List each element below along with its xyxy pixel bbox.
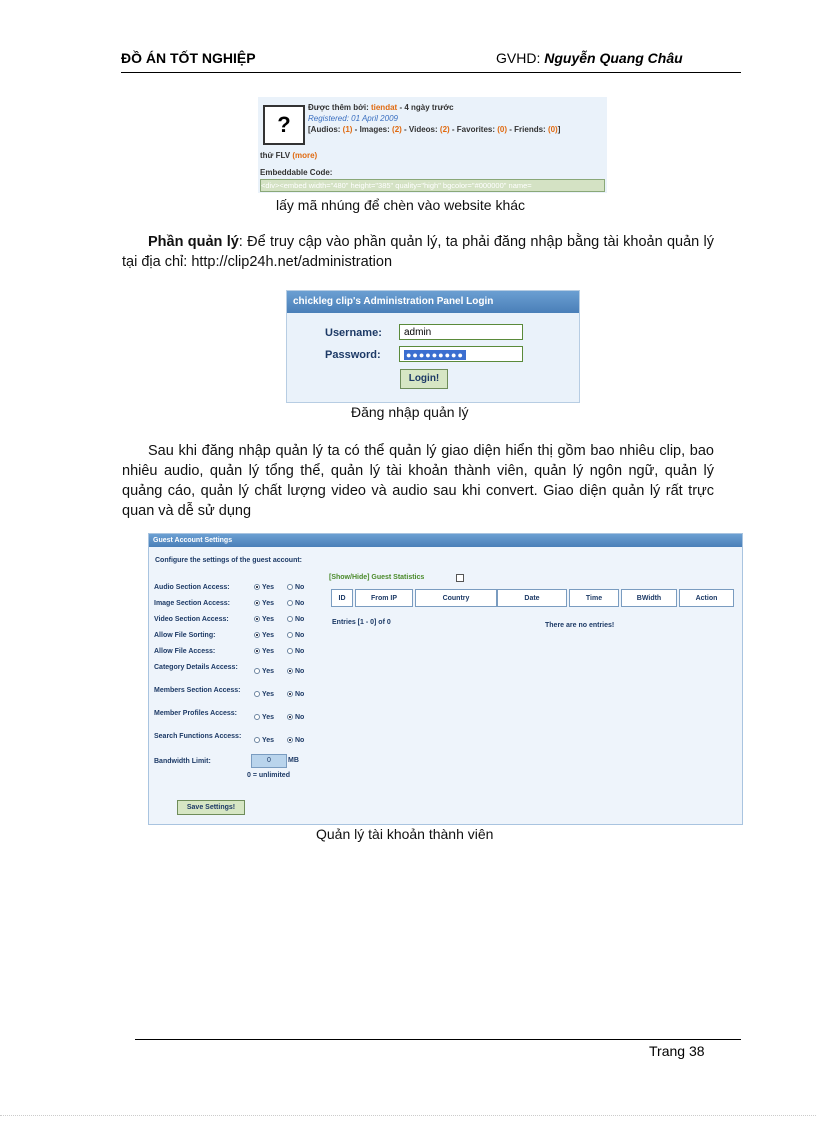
figure1-caption: lấy mã nhúng để chèn vào website khác [276,197,526,213]
bandwidth-label: Bandwidth Limit: [154,758,211,765]
figure-embed-code [258,97,607,193]
save-settings-button[interactable]: Save Settings! [177,800,245,815]
footer-divider [135,1039,741,1040]
paragraph-admin-intro: Phần quản lý: Để truy cập vào phần quản lý, ta phải đăng nhập bằng tài khoản quản lý tại địa chỉ: http://clip24h.net/administration [122,234,714,270]
radio-icon[interactable] [287,737,293,743]
paragraph-admin-features: Sau khi đăng nhập quản lý ta có thể quản lý giao diện hiển thị gồm bao nhiêu clip, bao nhiêu audio, quản lý tổng thể, quản lý tài khoản thành viên, quản lý ngôn ngữ, quản lý quảng cáo, quản lý chất lượng video và audio sau khi convert. Giao diện quản lý rất trực quan và dễ sử dụng [122,443,714,519]
radio-icon[interactable] [287,600,293,606]
setting-radio-yes[interactable]: Yes [254,616,274,623]
header-advisor [496,50,683,66]
setting-radio-yes[interactable]: Yes [254,691,274,698]
setting-radio-no[interactable]: No [287,584,304,591]
setting-radio-yes[interactable]: Yes [254,668,274,675]
setting-radio-yes[interactable]: Yes [254,737,274,744]
radio-icon[interactable] [254,600,260,606]
embed-code-field[interactable]: <div><embed width="480" height="385" quality="high" bgcolor="#000000" name= [260,179,605,192]
setting-radio-yes[interactable]: Yes [254,584,274,591]
column-header: Date [497,589,567,607]
radio-icon[interactable] [254,648,260,654]
setting-label: Search Functions Access: [154,733,242,740]
radio-icon[interactable] [287,632,293,638]
page-number: Trang 38 [649,1043,705,1059]
page-bottom-edge [0,1115,816,1116]
setting-label: Allow File Access: [154,648,216,655]
radio-icon[interactable] [287,668,293,674]
login-panel-title: chickleg clip's Administration Panel Login [287,291,579,313]
column-header: Time [569,589,619,607]
setting-label: Video Section Access: [154,616,229,623]
radio-icon[interactable] [254,584,260,590]
registered-date: Registered: 01 April 2009 [308,114,398,123]
login-panel [286,290,580,403]
setting-radio-no[interactable]: No [287,632,304,639]
column-header: ID [331,589,353,607]
username-input[interactable]: admin [399,324,523,340]
setting-label: Members Section Access: [154,687,241,694]
guest-settings-subtitle: Configure the settings of the guest account: [155,557,303,564]
username-label: Username: [325,327,382,339]
header-title: ĐỒ ÁN TỐT NGHIỆP [121,50,256,66]
setting-label: Audio Section Access: [154,584,230,591]
radio-icon[interactable] [254,737,260,743]
setting-radio-no[interactable]: No [287,668,304,675]
bandwidth-input[interactable]: 0 [251,754,287,768]
radio-icon[interactable] [254,714,260,720]
radio-icon[interactable] [254,668,260,674]
radio-icon[interactable] [287,584,293,590]
setting-label: Allow File Sorting: [154,632,216,639]
radio-icon[interactable] [287,691,293,697]
setting-radio-yes[interactable]: Yes [254,632,274,639]
setting-radio-no[interactable]: No [287,737,304,744]
setting-label: Member Profiles Access: [154,710,237,717]
setting-radio-no[interactable]: No [287,691,304,698]
more-link[interactable]: (more) [292,151,318,160]
section-heading: Phần quản lý [148,234,239,250]
guest-settings-title: Guest Account Settings [149,534,742,547]
figure3-caption: Quản lý tài khoản thành viên [316,826,494,842]
bandwidth-note: 0 = unlimited [247,772,290,779]
column-header: Country [415,589,497,607]
column-header: Action [679,589,734,607]
setting-radio-yes[interactable]: Yes [254,714,274,721]
uploader-link[interactable]: tiendat [370,103,398,112]
radio-icon[interactable] [254,691,260,697]
setting-label: Image Section Access: [154,600,230,607]
show-hide-stats-link[interactable]: [Show/Hide] Guest Statistics [329,574,425,581]
column-header: From IP [355,589,413,607]
entries-count: Entries [1 - 0] of 0 [332,619,391,626]
password-label: Password: [325,349,381,361]
setting-radio-no[interactable]: No [287,600,304,607]
bandwidth-unit: MB [288,757,299,764]
setting-radio-no[interactable]: No [287,714,304,721]
file-description: thử FLV (more) [260,151,318,160]
setting-label: Category Details Access: [154,664,238,671]
advisor-label: GVHD: [496,50,541,66]
header-divider [121,72,741,73]
setting-radio-yes[interactable]: Yes [254,648,274,655]
column-header: BWidth [621,589,677,607]
setting-radio-yes[interactable]: Yes [254,600,274,607]
embeddable-code-label: Embeddable Code: [260,168,333,177]
radio-icon[interactable] [254,632,260,638]
unknown-thumbnail-icon: ? [263,105,305,145]
radio-icon[interactable] [287,616,293,622]
setting-radio-no[interactable]: No [287,616,304,623]
setting-radio-no[interactable]: No [287,648,304,655]
media-counts: [Audios: (1) - Images: (2) - Videos: (2) - Favorites: (0) - Friends: (0)] [308,125,561,134]
radio-icon[interactable] [254,616,260,622]
radio-icon[interactable] [287,714,293,720]
password-input[interactable]: ●●●●●●●●● [399,346,523,362]
stats-checkbox[interactable] [456,574,464,582]
radio-icon[interactable] [287,648,293,654]
advisor-name: Nguyễn Quang Châu [544,50,683,66]
guest-settings-panel [148,533,743,825]
added-by-line: Được thêm bởi: tiendat - 4 ngày trước [308,103,454,112]
empty-entries-message: There are no entries! [545,622,615,629]
figure2-caption: Đăng nhập quản lý [351,404,469,420]
login-button[interactable]: Login! [400,369,448,389]
